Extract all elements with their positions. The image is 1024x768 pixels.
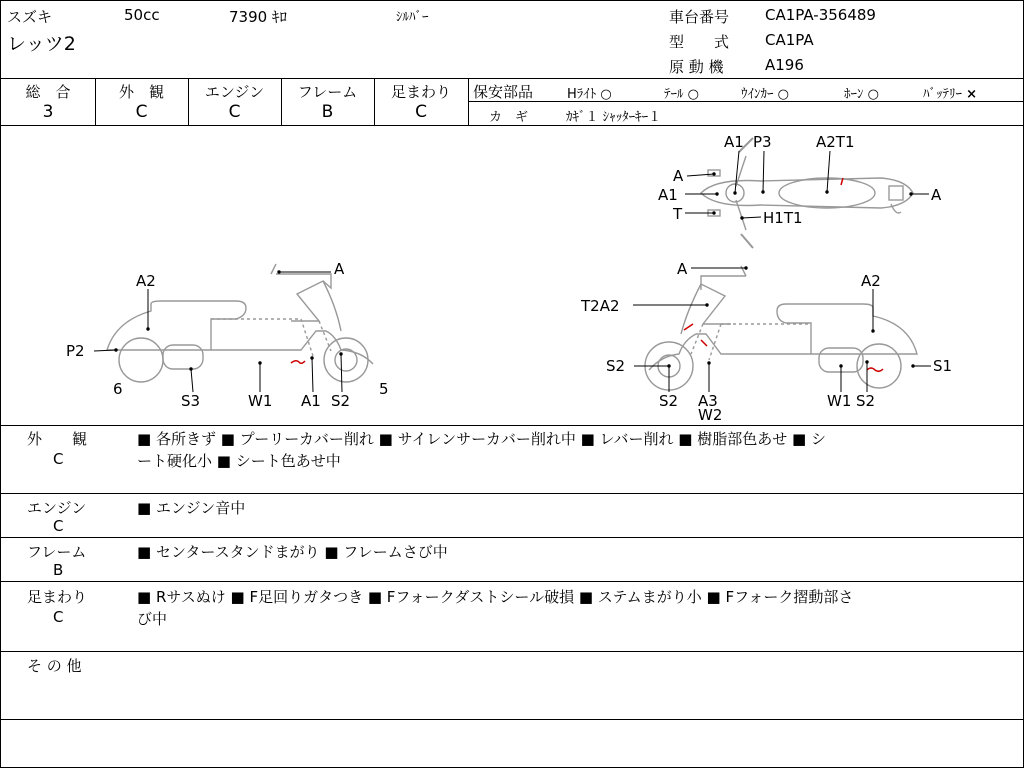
callout-label: T — [673, 205, 683, 223]
status-mark: ○ — [867, 87, 879, 102]
key-label: カ ギ — [489, 110, 529, 125]
color: ｼﾙﾊﾞｰ — [396, 10, 429, 25]
callout-label: A1 — [724, 133, 744, 151]
note-category: エンジン — [27, 499, 87, 517]
engine-value: A196 — [765, 56, 804, 74]
model-name: レッツ2 — [7, 33, 76, 55]
note-category: 足まわり — [27, 588, 88, 606]
callout-label: 6 — [113, 380, 123, 398]
damage-mark — [867, 368, 883, 371]
grade-label-overall: 総 合 — [25, 83, 71, 101]
callout-label: S2 — [606, 357, 626, 375]
callout-label: 5 — [379, 380, 389, 398]
note-text: ■ エンジン音中 — [137, 499, 246, 517]
maker: スズキ — [7, 8, 53, 26]
safety-item-tail: ﾃｰﾙ ○ — [664, 87, 699, 102]
note-category: そ の 他 — [27, 657, 82, 675]
grade-label-suspension: 足まわり — [390, 83, 451, 101]
callout-label: A2 — [136, 272, 156, 290]
callout-label: A — [673, 167, 684, 185]
callout-label: P3 — [753, 133, 772, 151]
callout-label: A — [931, 186, 942, 204]
type-value: CA1PA — [765, 31, 814, 49]
divider — [1, 537, 1023, 538]
frame-no-label: 車台番号 — [669, 8, 730, 26]
callout-label: A — [334, 260, 345, 278]
callout-label: S2 — [856, 392, 876, 410]
note-grade: C — [53, 608, 64, 626]
callout-label: A2T1 — [816, 133, 855, 151]
status-mark: ○ — [600, 87, 612, 102]
callout-label: A — [677, 260, 688, 278]
key-value: ｶｷﾞ１ ｼｬｯﾀｰｷｰ１ — [566, 110, 662, 125]
divider — [1, 581, 1023, 582]
safety-item-headlight: Hﾗｲﾄ ○ — [567, 87, 612, 102]
note-category: 外 観 — [27, 430, 88, 448]
divider — [1, 719, 1023, 720]
mileage: 7390 ｷﾛ — [229, 8, 287, 26]
note-text: ート硬化小 ■ シート色あせ中 — [137, 452, 341, 470]
callout-label: W1 — [248, 392, 273, 410]
callout-label: T2A2 — [581, 297, 620, 315]
callout-label: S2 — [331, 392, 351, 410]
callout-label: S2 — [659, 392, 679, 410]
displacement: 50cc — [124, 6, 160, 24]
divider — [1, 78, 1023, 79]
grade-label-engine: エンジン — [204, 83, 265, 101]
grade-value-overall: 3 — [42, 102, 54, 122]
note-text: ■ センタースタンドまがり ■ フレームさび中 — [137, 543, 448, 561]
note-text: ■ Rサスぬけ ■ F足回りガタつき ■ Fフォークダストシール破損 ■ ステムまがり小 ■ Fフォーク摺動部さ — [137, 588, 854, 606]
grade-value-engine: C — [228, 102, 241, 122]
status-mark: ○ — [687, 87, 699, 102]
note-grade: C — [53, 450, 64, 468]
divider — [1, 651, 1023, 652]
type-label: 型 式 — [669, 33, 730, 51]
safety-item-battery: ﾊﾞｯﾃﾘｰ × — [923, 87, 978, 102]
damage-mark — [291, 361, 305, 364]
note-text: び中 — [137, 610, 168, 628]
grade-value-frame: B — [321, 102, 334, 122]
callout-label: A3 — [698, 392, 718, 410]
divider — [468, 78, 469, 125]
safety-item-winker: ｳｲﾝｶｰ ○ — [741, 87, 789, 102]
engine-label: 原 動 機 — [669, 58, 724, 76]
grade-label-frame: フレーム — [297, 83, 358, 101]
callout-label: A1 — [301, 392, 321, 410]
grade-value-suspension: C — [415, 102, 427, 122]
callout-label: S3 — [181, 392, 201, 410]
grade-label-exterior: 外 観 — [118, 83, 164, 101]
callout-label: P2 — [66, 342, 85, 360]
note-grade: C — [53, 517, 64, 535]
note-grade: B — [53, 561, 64, 579]
grade-value-exterior: C — [135, 102, 148, 122]
callout-label: A2 — [861, 272, 881, 290]
callout-label: W2 — [698, 406, 723, 424]
scooter-top-view — [701, 138, 913, 248]
callout-label: S1 — [933, 357, 953, 375]
note-text: ■ 各所きず ■ プーリーカバー削れ ■ サイレンサーカバー削れ中 ■ レバー削れ ■ 樹脂部色あせ ■ シ — [137, 430, 826, 448]
note-category: フレーム — [27, 543, 87, 561]
status-mark: × — [966, 87, 978, 102]
divider — [1, 425, 1023, 426]
callout-label: H1T1 — [763, 209, 803, 227]
safety-item-horn: ﾎｰﾝ ○ — [844, 87, 879, 102]
callout-label: W1 — [827, 392, 852, 410]
divider — [1, 493, 1023, 494]
status-mark: ○ — [777, 87, 789, 102]
safety-label: 保安部品 — [473, 83, 534, 101]
damage-diagram — [1, 126, 1023, 426]
frame-no: CA1PA-356489 — [765, 6, 876, 24]
callout-label: A1 — [658, 186, 678, 204]
